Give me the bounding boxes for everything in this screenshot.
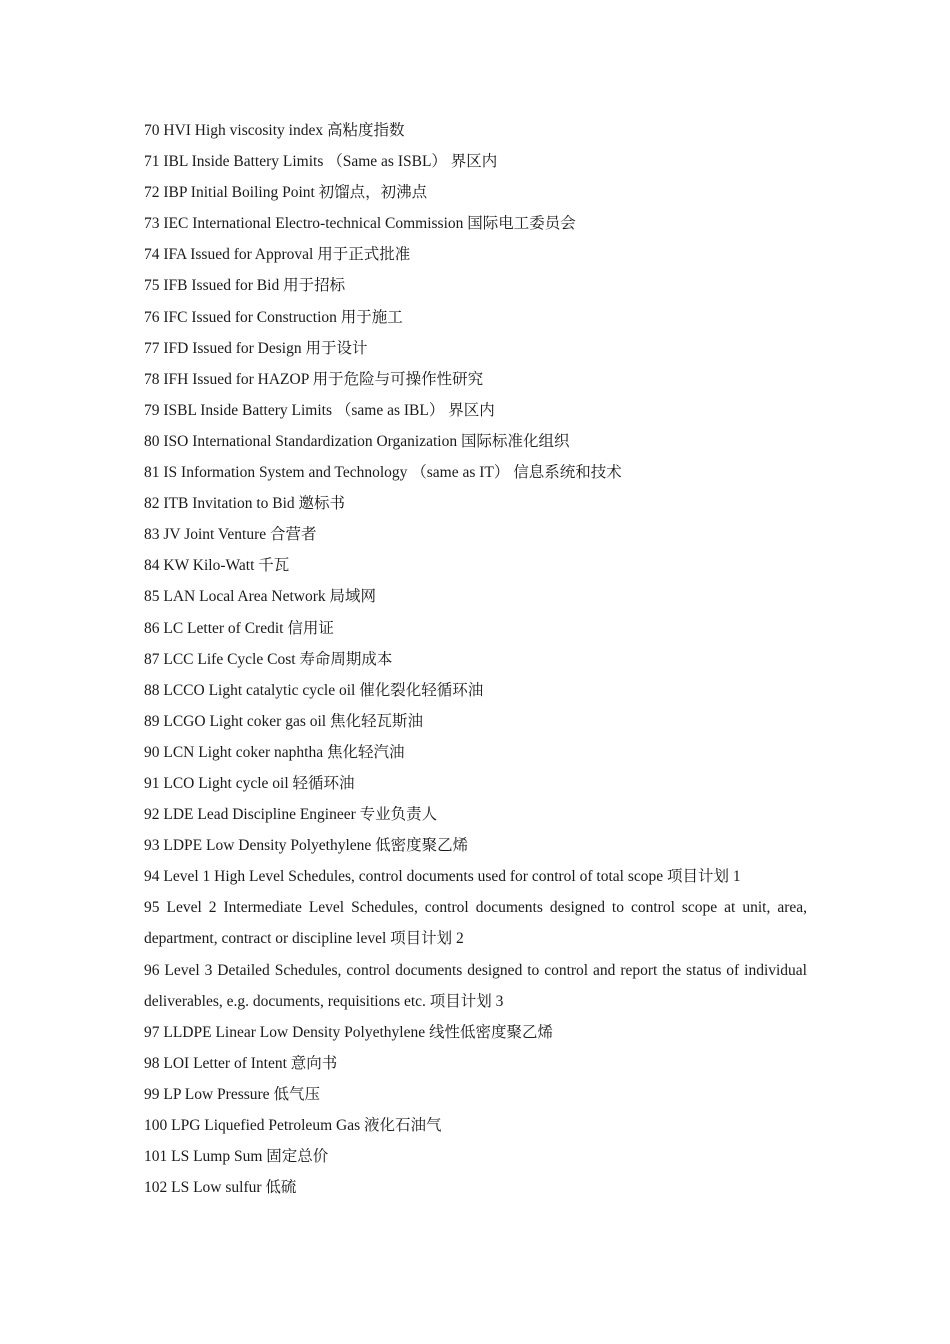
glossary-entry-100: 100 LPG Liquefied Petroleum Gas 液化石油气 (144, 1117, 442, 1134)
glossary-entry-95: 95 Level 2 Intermediate Level Schedules, control documents designed to control scope at unit, area, department, contract or discipline level 项目计划 2 (144, 899, 807, 948)
glossary-entry-90: 90 LCN Light coker naphtha 焦化轻汽油 (144, 743, 405, 761)
glossary-entry-81: 81 IS Information System and Technology （same as IT） 信息系统和技术 (144, 464, 622, 482)
glossary-entry-97: 97 LLDPE Linear Low Density Polyethylene 线性低密度聚乙烯 (144, 1023, 553, 1041)
glossary-entry-96: 96 Level 3 Detailed Schedules, control documents designed to control and report the status of individual deliverables, e.g. documents, requisitions etc. 项目计划 3 (144, 961, 807, 1010)
glossary-entry-84: 84 KW Kilo-Watt 千瓦 (144, 557, 290, 575)
glossary-entry-102: 102 LS Low sulfur 低硫 (144, 1179, 297, 1197)
glossary-entry-88: 88 LCCO Light catalytic cycle oil 催化裂化轻循环油 (144, 681, 484, 699)
glossary-entry-87: 87 LCC Life Cycle Cost 寿命周期成本 (144, 650, 393, 668)
glossary-entry-92: 92 LDE Lead Discipline Engineer 专业负责人 (144, 806, 438, 824)
glossary-entry-72: 72 IBP Initial Boiling Point 初馏点，初沸点 (144, 184, 428, 202)
glossary-entry-94: 94 Level 1 High Level Schedules, control documents used for control of total scope 项目计划 1 (144, 868, 741, 886)
glossary-entry-91: 91 LCO Light cycle oil 轻循环油 (144, 774, 355, 792)
glossary-entry-70: 70 HVI High viscosity index 高粘度指数 (144, 122, 405, 139)
glossary-entry-101: 101 LS Lump Sum 固定总价 (144, 1148, 329, 1166)
glossary-entry-85: 85 LAN Local Area Network 局域网 (144, 588, 377, 606)
glossary-entry-89: 89 LCGO Light coker gas oil 焦化轻瓦斯油 (144, 712, 423, 730)
glossary-entry-86: 86 LC Letter of Credit 信用证 (144, 619, 334, 637)
glossary-entry-75: 75 IFB Issued for Bid 用于招标 (144, 277, 346, 295)
glossary-entry-74: 74 IFA Issued for Approval 用于正式批准 (144, 246, 411, 264)
glossary-page (144, 115, 807, 1203)
glossary-entry-93: 93 LDPE Low Density Polyethylene 低密度聚乙烯 (144, 837, 469, 855)
glossary-entry-99: 99 LP Low Pressure 低气压 (144, 1085, 320, 1103)
glossary-entry-98: 98 LOI Letter of Intent 意向书 (144, 1054, 338, 1072)
glossary-entry-83: 83 JV Joint Venture 合营者 (144, 526, 317, 544)
glossary-entry-71: 71 IBL Inside Battery Limits （Same as ISBL） 界区内 (144, 153, 498, 171)
glossary-entry-79: 79 ISBL Inside Battery Limits （same as IBL） 界区内 (144, 401, 495, 419)
glossary-entry-73: 73 IEC International Electro-technical Commission 国际电工委员会 (144, 215, 576, 233)
glossary-entry-82: 82 ITB Invitation to Bid 邀标书 (144, 495, 346, 513)
glossary-entry-76: 76 IFC Issued for Construction 用于施工 (144, 308, 403, 326)
glossary-entry-77: 77 IFD Issued for Design 用于设计 (144, 339, 368, 357)
glossary-entry-78: 78 IFH Issued for HAZOP 用于危险与可操作性研究 (144, 370, 484, 388)
glossary-entry-80: 80 ISO International Standardization Organization 国际标准化组织 (144, 432, 570, 450)
